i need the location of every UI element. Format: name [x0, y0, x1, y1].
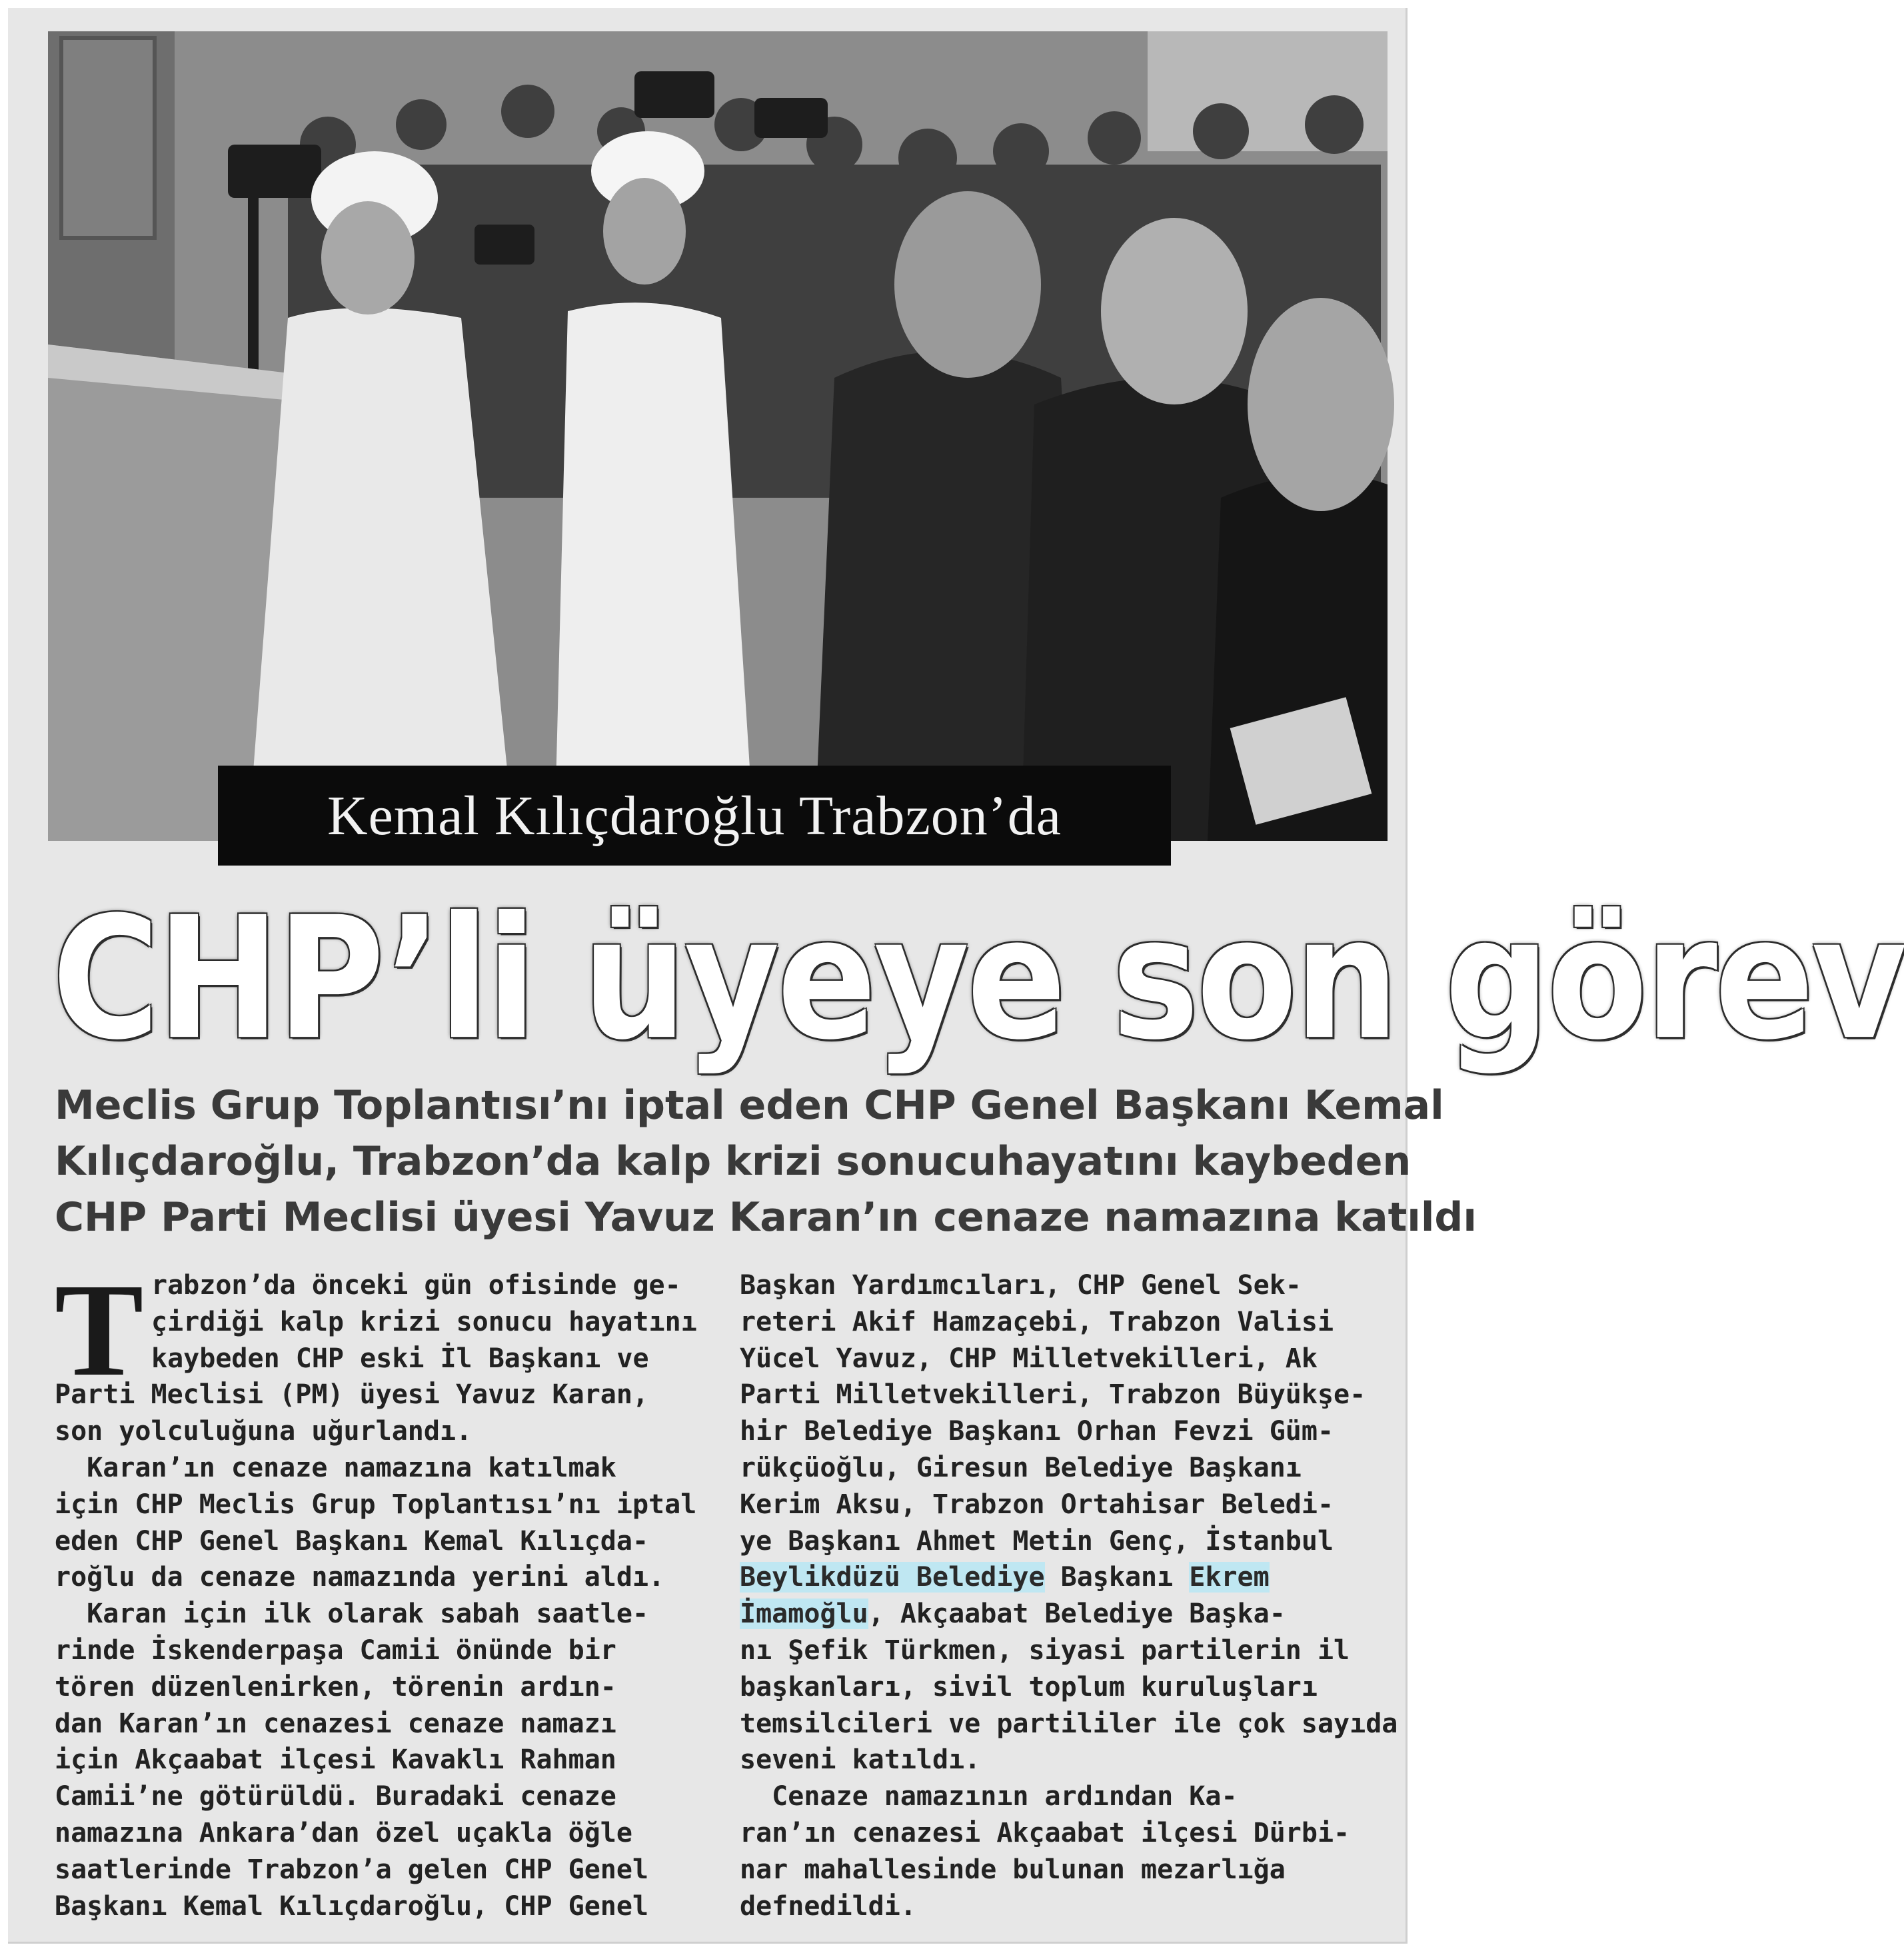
deck-line: Meclis Grup Toplantısı’nı iptal eden CHP Genel Başkanı Kemal	[55, 1082, 1444, 1129]
body-line: saatlerinde Trabzon’a gelen CHP Genel	[55, 1854, 649, 1885]
body-line: roğlu da cenaze namazında yerini aldı.	[55, 1562, 665, 1593]
body-line: ye Başkanı Ahmet Metin Genç, İstanbul	[740, 1525, 1334, 1557]
highlighted-text: Beylikdüzü Belediye	[740, 1562, 1045, 1593]
body-line	[740, 1559, 1393, 1596]
body-line: rükçüoğlu, Giresun Belediye Başkanı	[740, 1452, 1302, 1483]
body-line: Kerim Aksu, Trabzon Ortahisar Beledi-	[740, 1489, 1334, 1520]
body-line: için CHP Meclis Grup Toplantısı’nı iptal	[55, 1489, 697, 1520]
photo-illustration	[48, 31, 1388, 841]
body-line: için Akçaabat ilçesi Kavaklı Rahman	[55, 1744, 616, 1776]
highlighted-text: Ekrem	[1189, 1562, 1270, 1593]
body-line: hir Belediye Başkanı Orhan Fevzi Güm-	[740, 1416, 1334, 1447]
body-line: Cenaze namazının ardından Ka-	[740, 1781, 1238, 1812]
body-line: Karan’ın cenaze namazına katılmak	[55, 1452, 616, 1483]
body-line: reteri Akif Hamzaçebi, Trabzon Valisi	[740, 1306, 1334, 1337]
body-line: çirdiği kalp krizi sonucu hayatını	[151, 1306, 697, 1337]
body-line: namazına Ankara’dan özel uçakla öğle	[55, 1817, 632, 1848]
body-line: eden CHP Genel Başkanı Kemal Kılıçda-	[55, 1525, 649, 1557]
body-line: Başkan Yardımcıları, CHP Genel Sek-	[740, 1270, 1302, 1301]
body-line: rabzon’da önceki gün ofisinde ge-	[151, 1270, 681, 1301]
drop-cap: T	[55, 1257, 144, 1404]
body-line: temsilcileri ve partililer ile çok sayıda	[740, 1708, 1398, 1739]
body-line: dan Karan’ın cenazesi cenaze namazı	[55, 1708, 616, 1739]
body-line: ran’ın cenazesi Akçaabat ilçesi Dürbi-	[740, 1817, 1350, 1848]
body-column-2	[740, 1267, 1398, 1924]
kicker-title: Kemal Kılıçdaroğlu Trabzon’da	[218, 766, 1171, 866]
deck	[55, 1077, 1477, 1245]
body-line: Parti Meclisi (PM) üyesi Yavuz Karan,	[55, 1379, 649, 1411]
body-line: defnedildi.	[740, 1890, 916, 1922]
body-line: rinde İskenderpaşa Camii önünde bir	[55, 1634, 616, 1666]
funeral-photo	[48, 31, 1388, 841]
body-text: Başkanı	[1044, 1562, 1190, 1593]
body-line: kaybeden CHP eski İl Başkanı ve	[151, 1343, 649, 1374]
body-line: tören düzenlenirken, törenin ardın-	[55, 1671, 616, 1702]
body-line: seveni katıldı.	[740, 1744, 981, 1776]
body-line: Yücel Yavuz, CHP Milletvekilleri, Ak	[740, 1343, 1318, 1374]
body-text: , Akçaabat Belediye Başka-	[868, 1599, 1286, 1630]
headline: CHP’li üyeye son görev	[52, 880, 1904, 1077]
body-line: Parti Milletvekilleri, Trabzon Büyükşe-	[740, 1379, 1366, 1411]
deck-line: CHP Parti Meclisi üyesi Yavuz Karan’ın cenaze namazına katıldı	[55, 1194, 1477, 1241]
body-line: başkanları, sivil toplum kuruluşları	[740, 1671, 1318, 1702]
body-line: nar mahallesinde bulunan mezarlığa	[740, 1854, 1286, 1885]
body-line: nı Şefik Türkmen, siyasi partilerin il	[740, 1634, 1350, 1666]
body-line	[740, 1596, 1393, 1632]
body-column-1	[55, 1257, 708, 1924]
deck-line: Kılıçdaroğlu, Trabzon’da kalp krizi sonucuhayatını kaybeden	[55, 1138, 1412, 1185]
body-line: Başkanı Kemal Kılıçdaroğlu, CHP Genel	[55, 1890, 649, 1922]
newspaper-clipping	[8, 8, 1904, 1944]
body-line: Camii’ne götürüldü. Buradaki cenaze	[55, 1781, 616, 1812]
body-line: Karan için ilk olarak sabah saatle-	[55, 1599, 649, 1630]
body-line: son yolculuğuna uğurlandı.	[55, 1416, 473, 1447]
highlighted-text: İmamoğlu	[740, 1599, 868, 1630]
